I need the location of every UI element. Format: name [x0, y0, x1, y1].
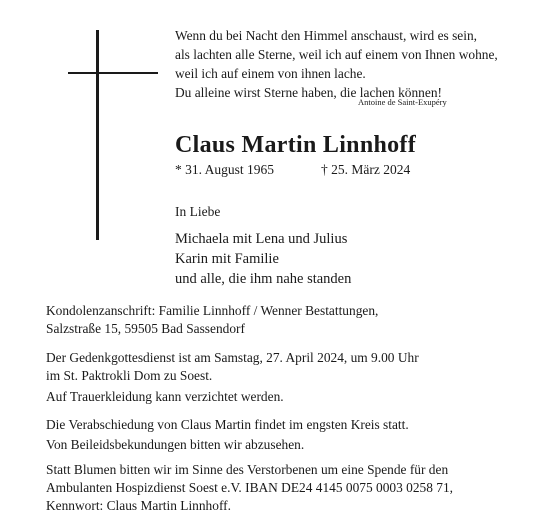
mourner: Michaela mit Lena und Julius	[175, 231, 348, 247]
no-condolences-note: Von Beileidsbekundungen bitten wir abzusehen.	[46, 437, 305, 452]
mourner: Karin mit Familie	[175, 251, 279, 267]
poem	[175, 26, 498, 102]
condolence-line: Kondolenzanschrift: Familie Linnhoff / Wenner Bestattungen,	[46, 303, 379, 318]
poem-author: Antoine de Saint-Exupéry	[358, 97, 447, 107]
farewell-note: Die Verabschiedung von Claus Martin findet im engsten Kreis statt.	[46, 417, 409, 432]
cross-horizontal-bar	[68, 72, 158, 74]
poem-line: weil ich auf einem von ihnen lache.	[175, 66, 366, 81]
donation-line: Ambulanten Hospizdienst Soest e.V. IBAN DE24 4145 0075 0003 0258 71,	[46, 480, 454, 495]
mourners-list	[175, 229, 351, 289]
condolence-address	[46, 302, 378, 338]
condolence-line: Salzstraße 15, 59505 Bad Sassendorf	[46, 321, 245, 336]
donation-line: Statt Blumen bitten wir im Sinne des Verstorbenen um eine Spende für den	[46, 462, 449, 477]
donation-note	[46, 461, 453, 515]
birth-date: * 31. August 1965	[175, 162, 275, 177]
deceased-name: Claus Martin Linnhoff	[175, 132, 417, 158]
service-line: Der Gedenkgottesdienst ist am Samstag, 27. April 2024, um 9.00 Uhr	[46, 350, 419, 365]
death-date: † 25. März 2024	[321, 162, 411, 177]
cross-vertical-bar	[96, 30, 99, 240]
poem-line: Wenn du bei Nacht den Himmel anschaust, wird es sein,	[175, 28, 477, 43]
cross-icon	[68, 30, 158, 240]
attire-note: Auf Trauerkleidung kann verzichtet werden.	[46, 389, 284, 404]
service-line: im St. Paktrokli Dom zu Soest.	[46, 368, 213, 383]
donation-line: Kennwort: Claus Martin Linnhoff.	[46, 498, 231, 513]
poem-line: Du alleine wirst Sterne haben, die lachen können!	[175, 85, 442, 100]
mourner: und alle, die ihm nahe standen	[175, 271, 352, 287]
in-liebe-label: In Liebe	[175, 204, 221, 219]
poem-line: als lachten alle Sterne, weil ich auf einem von Ihnen wohne,	[175, 47, 498, 62]
memorial-service	[46, 349, 419, 385]
